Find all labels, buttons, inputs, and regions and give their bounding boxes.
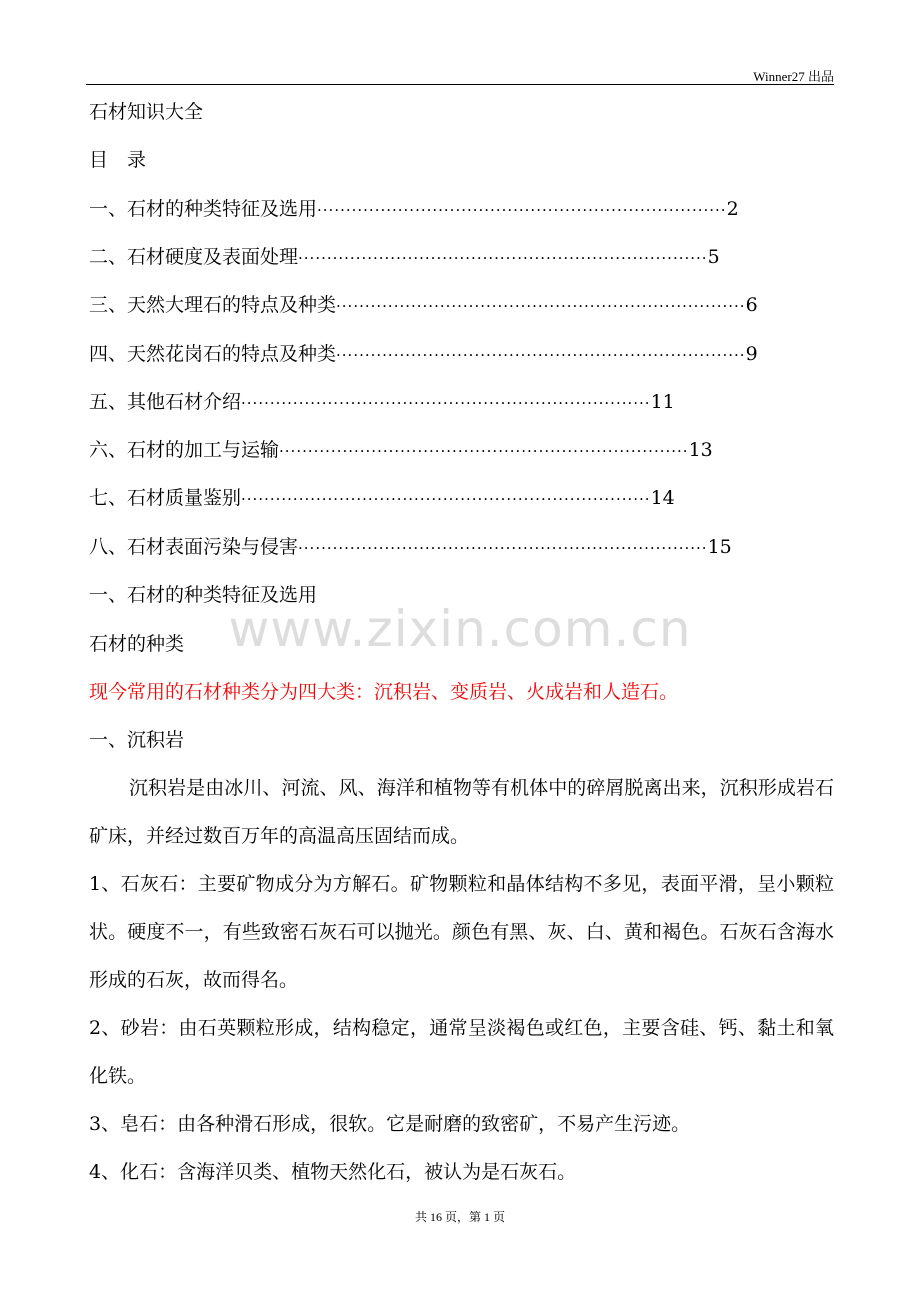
toc-leader-dots: ······································································· bbox=[298, 249, 708, 267]
footer-page-info: 共 16 页，第 1 页 bbox=[414, 1210, 505, 1224]
toc-entry-page: 2 bbox=[726, 198, 739, 220]
toc-entry-page: 6 bbox=[745, 294, 758, 316]
toc-entry[interactable] bbox=[89, 245, 720, 269]
toc-heading: 目 录 bbox=[89, 149, 147, 171]
list-item: 2、砂岩：由石英颗粒形成，结构稳定，通常呈淡褐色或红色，主要含硅、钙、黏土和氧化铁。 bbox=[89, 1017, 834, 1087]
toc-leader-dots: ······································································· bbox=[317, 201, 727, 219]
toc-entry[interactable] bbox=[89, 342, 758, 366]
toc-entry-title: 四、天然花岗石的特点及种类 bbox=[89, 343, 337, 365]
list-item: 3、皂石：由各种滑石形成，很软。它是耐磨的致密矿，不易产生污迹。 bbox=[89, 1113, 691, 1135]
toc-entry-page: 9 bbox=[745, 343, 758, 365]
toc-leader-dots: ······································································· bbox=[241, 394, 651, 412]
toc-entry-title: 七、石材质量鉴别 bbox=[89, 487, 242, 509]
toc-leader-dots: ······································································· bbox=[336, 346, 746, 364]
toc-entry[interactable] bbox=[89, 438, 713, 462]
intro-paragraph: 沉积岩是由冰川、河流、风、海洋和植物等有机体中的碎屑脱离出来，沉积形成岩石矿床，并经过数百万年的高温高压固结而成。 bbox=[89, 777, 834, 847]
toc-entry-page: 13 bbox=[688, 439, 713, 461]
toc-entry-title: 二、石材硬度及表面处理 bbox=[89, 246, 299, 268]
toc-entry[interactable] bbox=[89, 197, 739, 221]
toc-entry-page: 5 bbox=[707, 246, 720, 268]
toc-entry-page: 14 bbox=[650, 487, 675, 509]
list-item: 4、化石：含海洋贝类、植物天然化石，被认为是石灰石。 bbox=[89, 1161, 577, 1183]
section-heading: 一、石材的种类特征及选用 bbox=[89, 584, 318, 606]
watermark: www.zixin.com.cn bbox=[228, 600, 692, 658]
toc-leader-dots: ······································································· bbox=[279, 442, 689, 460]
toc-entry[interactable] bbox=[89, 486, 675, 510]
toc-entry[interactable] bbox=[89, 390, 675, 414]
toc-leader-dots: ······································································· bbox=[336, 297, 746, 315]
list-item: 1、石灰石：主要矿物成分为方解石。矿物颗粒和晶体结构不多见，表面平滑，呈小颗粒状。硬度不一，有些致密石灰石可以抛光。颜色有黑、灰、白、黄和褐色。石灰石含海水形成的石灰，故而得名。 bbox=[89, 873, 834, 991]
toc-entry-title: 一、石材的种类特征及选用 bbox=[89, 198, 318, 220]
toc-entry-title: 八、石材表面污染与侵害 bbox=[89, 536, 299, 558]
document-title: 石材知识大全 bbox=[89, 101, 204, 123]
toc-entry[interactable] bbox=[89, 535, 732, 559]
toc-entry-page: 11 bbox=[650, 391, 675, 413]
toc-leader-dots: ······································································· bbox=[241, 490, 651, 508]
toc-entry[interactable] bbox=[89, 293, 758, 317]
toc-entry-title: 六、石材的加工与运输 bbox=[89, 439, 280, 461]
header-producer: Winner27 出品 bbox=[753, 69, 834, 84]
toc-entry-title: 五、其他石材介绍 bbox=[89, 391, 242, 413]
section-subheading: 石材的种类 bbox=[89, 633, 185, 655]
toc-entry-title: 三、天然大理石的特点及种类 bbox=[89, 294, 337, 316]
toc-entry-page: 15 bbox=[707, 536, 732, 558]
toc-leader-dots: ······································································· bbox=[298, 539, 708, 557]
subsection-heading: 一、沉积岩 bbox=[89, 729, 185, 751]
header-rule bbox=[86, 84, 834, 85]
highlight-sentence: 现今常用的石材种类分为四大类：沉积岩、变质岩、火成岩和人造石。 bbox=[89, 681, 679, 703]
